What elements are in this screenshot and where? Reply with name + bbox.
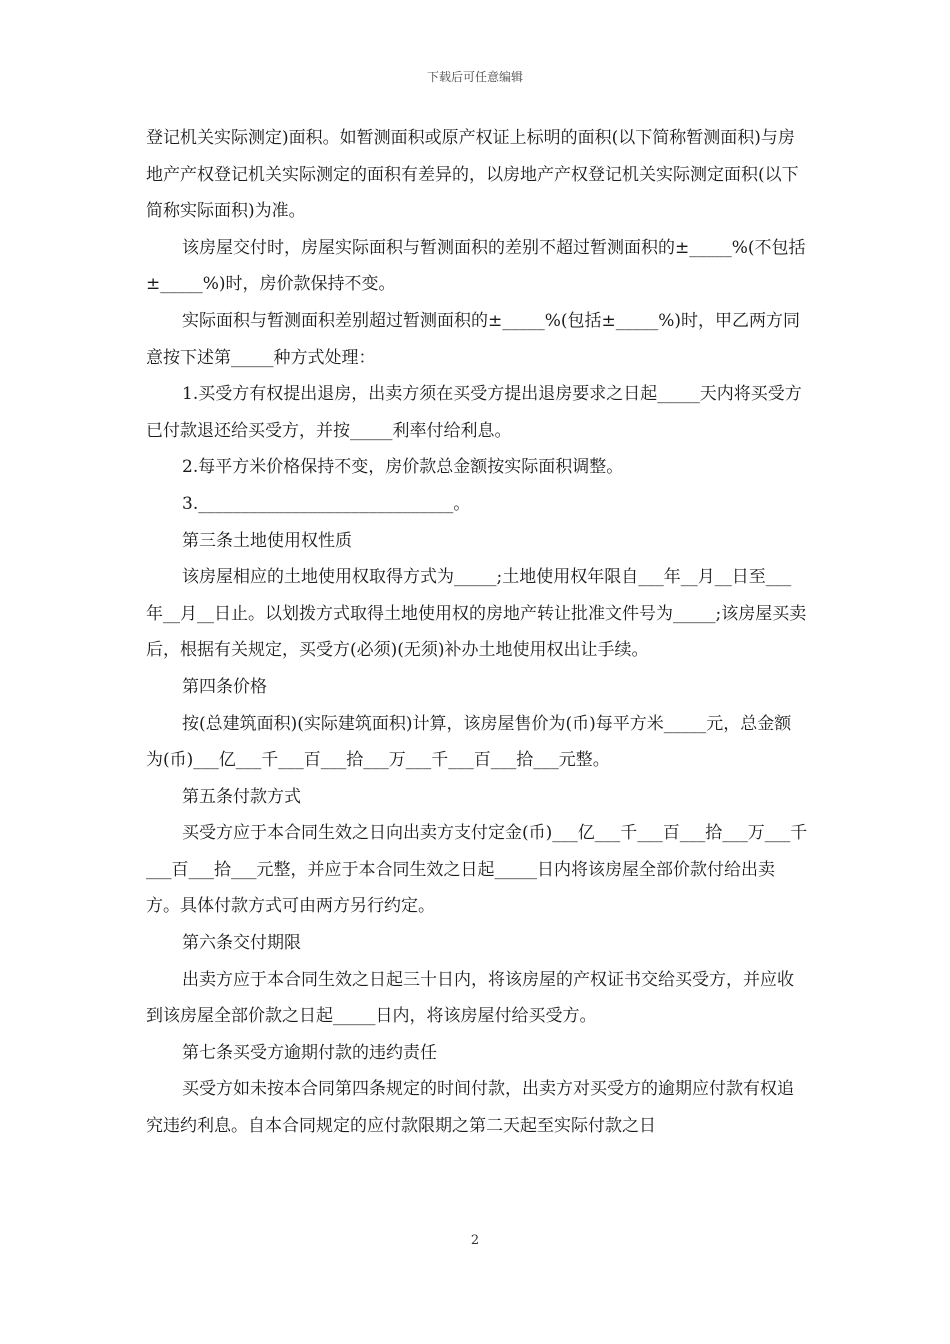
page-number: 2 <box>470 1233 480 1248</box>
paragraph: 登记机关实际测定)面积。如暂测面积或原产权证上标明的面积(以下简称暂测面积)与房地产产权登记机关实际测定的面积有差异的，以房地产产权登记机关实际测定面积(以下简称实际面积)为准。 <box>146 128 799 222</box>
paragraph: 1.买受方有权提出退房，出卖方须在买受方提出退房要求之日起_____天内将买受方已付款退还给买受方，并按_____利率付给利息。 <box>146 384 802 441</box>
paragraph: 该房屋相应的土地使用权取得方式为_____;土地使用权年限自___年__月__日至___年__月__日止。以划拨方式取得土地使用权的房地产转让批准文件号为_____;该房屋买卖后，根据有关规定，买受方(必须)(无须)补办土地使用权出让手续。 <box>146 567 807 661</box>
paragraph: 第六条交付期限 <box>182 933 301 954</box>
document-body <box>146 120 808 1145</box>
paragraph: 第五条付款方式 <box>182 786 301 807</box>
paragraph: 该房屋交付时，房屋实际面积与暂测面积的差别不超过暂测面积的±_____%(不包括±_____%)时，房价款保持不变。 <box>146 237 806 295</box>
paragraph: 第四条价格 <box>182 676 267 697</box>
paragraph: 买受方如未按本合同第四条规定的时间付款，出卖方对买受方的逾期应付款有权追究违约利息。自本合同规定的应付款限期之第二天起至实际付款之日 <box>146 1079 794 1137</box>
paragraph: 买受方应于本合同生效之日向出卖方支付定金(币)___亿___千___百___拾___万___千___百___拾___元整，并应于本合同生效之日起_____日内将该房屋全部价款付给出卖方。具体付款方式可由两方另行约定。 <box>146 823 808 917</box>
page-header: 下载后可任意编辑 <box>426 70 523 84</box>
paragraph: 出卖方应于本合同生效之日起三十日内，将该房屋的产权证书交给买受方，并应收到该房屋全部价款之日起_____日内，将该房屋付给买受方。 <box>146 969 794 1027</box>
paragraph: 按(总建筑面积)(实际建筑面积)计算，该房屋售价为(币)每平方米_____元，总金额为(币)___亿___千___百___拾___万___千___百___拾___元整。 <box>146 713 792 771</box>
paragraph: 第七条买受方逾期付款的违约责任 <box>182 1042 437 1063</box>
paragraph: 3.______________________________。 <box>182 493 471 514</box>
paragraph: 实际面积与暂测面积差别超过暂测面积的±_____%(包括±_____%)时，甲乙两方同意按下述第_____种方式处理： <box>146 310 801 368</box>
paragraph: 2.每平方米价格保持不变，房价款总金额按实际面积调整。 <box>182 457 624 478</box>
paragraph: 第三条土地使用权性质 <box>182 530 352 551</box>
